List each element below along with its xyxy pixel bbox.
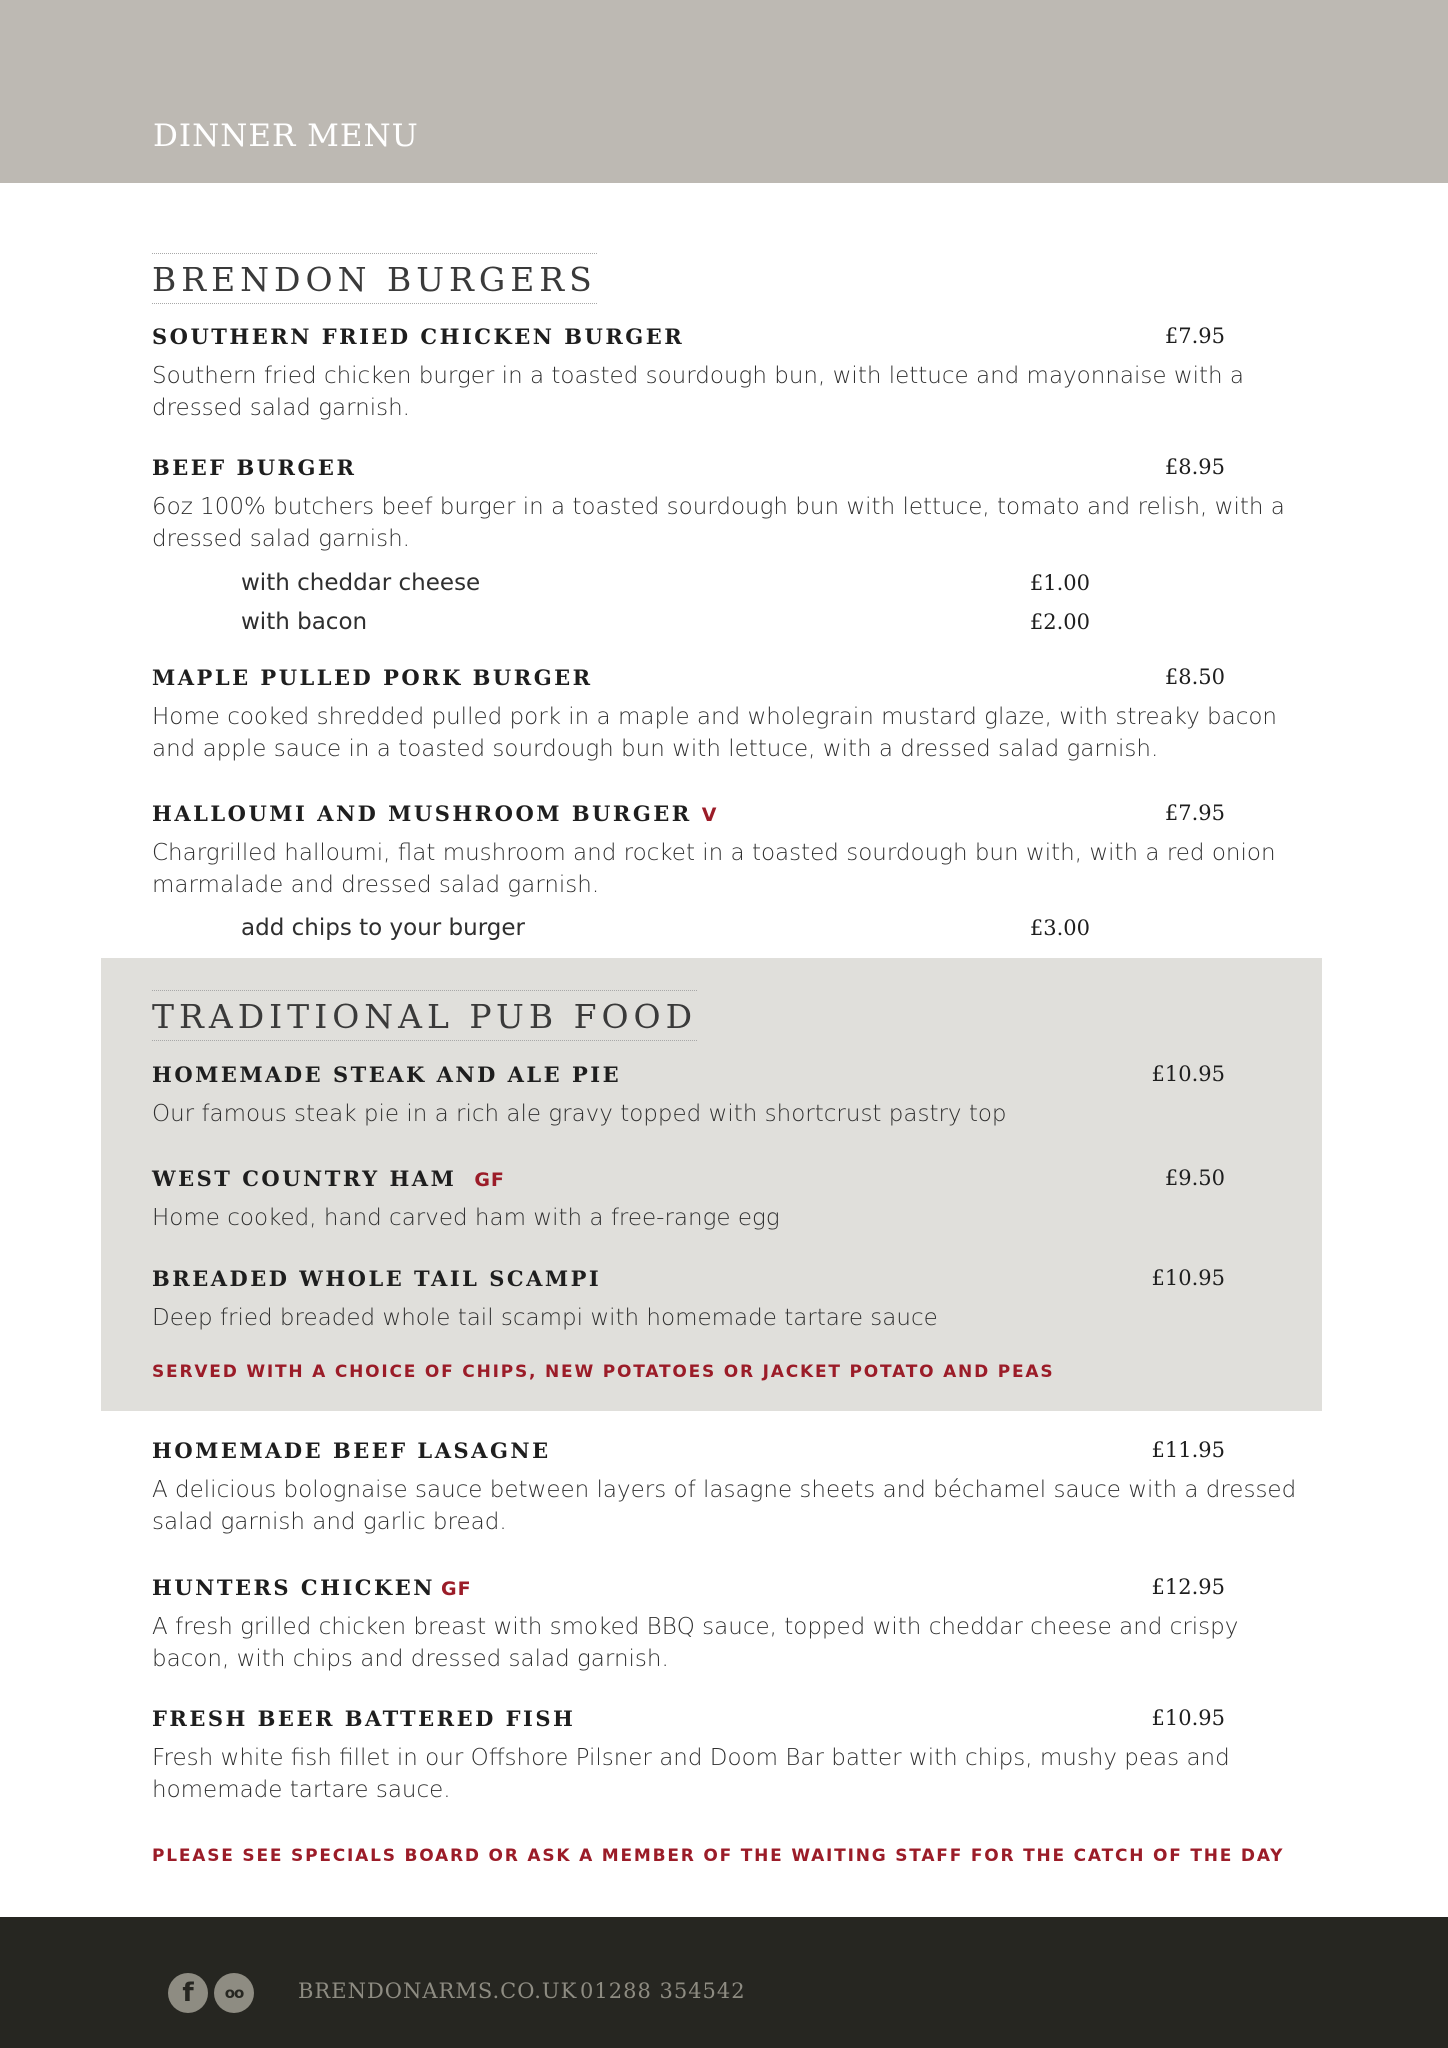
item-name-text: WEST COUNTRY HAM bbox=[152, 1166, 457, 1191]
specials-note: PLEASE SEE SPECIALS BOARD OR ASK A MEMBER OF THE WAITING STAFF FOR THE CATCH OF THE DAY bbox=[152, 1846, 1285, 1866]
item-price: £11.95 bbox=[1151, 1438, 1225, 1462]
item-description: Chargrilled halloumi, flat mushroom and rocket in a toasted sourdough bun with, with a red onion marmalade and dressed salad garnish. bbox=[152, 840, 1276, 898]
item-name: HOMEMADE BEEF LASAGNE bbox=[152, 1438, 551, 1463]
extra-price: £2.00 bbox=[1029, 610, 1090, 634]
item-name: FRESH BEER BATTERED FISH bbox=[152, 1706, 576, 1731]
item-name: SOUTHERN FRIED CHICKEN BURGER bbox=[152, 324, 685, 349]
gluten-free-badge: GF bbox=[474, 1169, 505, 1191]
item-price: £10.95 bbox=[1151, 1266, 1225, 1290]
phone-number: 01288 354542 bbox=[580, 1979, 746, 2003]
item-price: £10.95 bbox=[1151, 1062, 1225, 1086]
item-price: £10.95 bbox=[1151, 1706, 1225, 1730]
facebook-icon[interactable]: f bbox=[168, 1973, 208, 2013]
item-name: MAPLE PULLED PORK BURGER bbox=[152, 665, 593, 690]
served-with-note: SERVED WITH A CHOICE OF CHIPS, NEW POTATOES OR JACKET POTATO AND PEAS bbox=[152, 1362, 1055, 1382]
item-description: A fresh grilled chicken breast with smoked BBQ sauce, topped with cheddar cheese and crispy bacon, with chips and dressed salad garnish. bbox=[152, 1614, 1239, 1672]
website-link[interactable]: BRENDONARMS.CO.UK bbox=[298, 1979, 578, 2003]
item-description: Our famous steak pie in a rich ale gravy topped with shortcrust pastry top bbox=[152, 1101, 1007, 1127]
extra-price: £1.00 bbox=[1029, 571, 1090, 595]
section-title-burgers: BRENDON BURGERS bbox=[152, 253, 597, 304]
item-description: Southern fried chicken burger in a toasted sourdough bun, with lettuce and mayonnaise with a dressed salad garnish. bbox=[152, 363, 1245, 421]
section-title-pub-food: TRADITIONAL PUB FOOD bbox=[152, 990, 697, 1041]
item-name bbox=[152, 801, 717, 826]
item-name bbox=[152, 1166, 505, 1191]
item-name: HOMEMADE STEAK AND ALE PIE bbox=[152, 1062, 622, 1087]
item-price: £7.95 bbox=[1164, 801, 1225, 825]
item-price: £7.95 bbox=[1164, 324, 1225, 348]
item-name: BEEF BURGER bbox=[152, 455, 357, 480]
item-name-text: HUNTERS CHICKEN bbox=[152, 1575, 435, 1600]
header-banner bbox=[0, 0, 1448, 183]
item-description: 6oz 100% butchers beef burger in a toasted sourdough bun with lettuce, tomato and relish, with a dressed salad garnish. bbox=[152, 494, 1285, 552]
item-description: Deep fried breaded whole tail scampi with homemade tartare sauce bbox=[152, 1305, 938, 1331]
item-description: Fresh white fish fillet in our Offshore Pilsner and Doom Bar batter with chips, mushy peas and homemade tartare sauce. bbox=[152, 1745, 1230, 1803]
item-price: £8.50 bbox=[1164, 665, 1225, 689]
extra-price: £3.00 bbox=[1029, 916, 1090, 940]
item-name-text: HALLOUMI AND MUSHROOM BURGER bbox=[152, 801, 692, 826]
page-title: DINNER MENU bbox=[153, 118, 419, 154]
item-price: £12.95 bbox=[1151, 1575, 1225, 1599]
item-description: Home cooked, hand carved ham with a free-range egg bbox=[152, 1205, 780, 1231]
vegetarian-badge: V bbox=[701, 804, 718, 826]
gluten-free-badge: GF bbox=[440, 1578, 472, 1600]
item-name: BREADED WHOLE TAIL SCAMPI bbox=[152, 1266, 602, 1291]
item-name bbox=[152, 1575, 472, 1600]
tripadvisor-icon[interactable]: oo bbox=[214, 1973, 254, 2013]
footer bbox=[0, 1917, 1448, 2048]
item-price: £9.50 bbox=[1164, 1166, 1225, 1190]
item-description: Home cooked shredded pulled pork in a maple and wholegrain mustard glaze, with streaky bacon and apple sauce in a toasted sourdough bun with lettuce, with a dressed salad garnish. bbox=[152, 704, 1278, 762]
extra-label: with bacon bbox=[241, 609, 368, 635]
extra-label: add chips to your burger bbox=[241, 915, 525, 941]
item-price: £8.95 bbox=[1164, 455, 1225, 479]
extra-label: with cheddar cheese bbox=[241, 570, 481, 596]
item-description: A delicious bolognaise sauce between layers of lasagne sheets and béchamel sauce with a dressed salad garnish and garlic bread. bbox=[152, 1477, 1297, 1535]
